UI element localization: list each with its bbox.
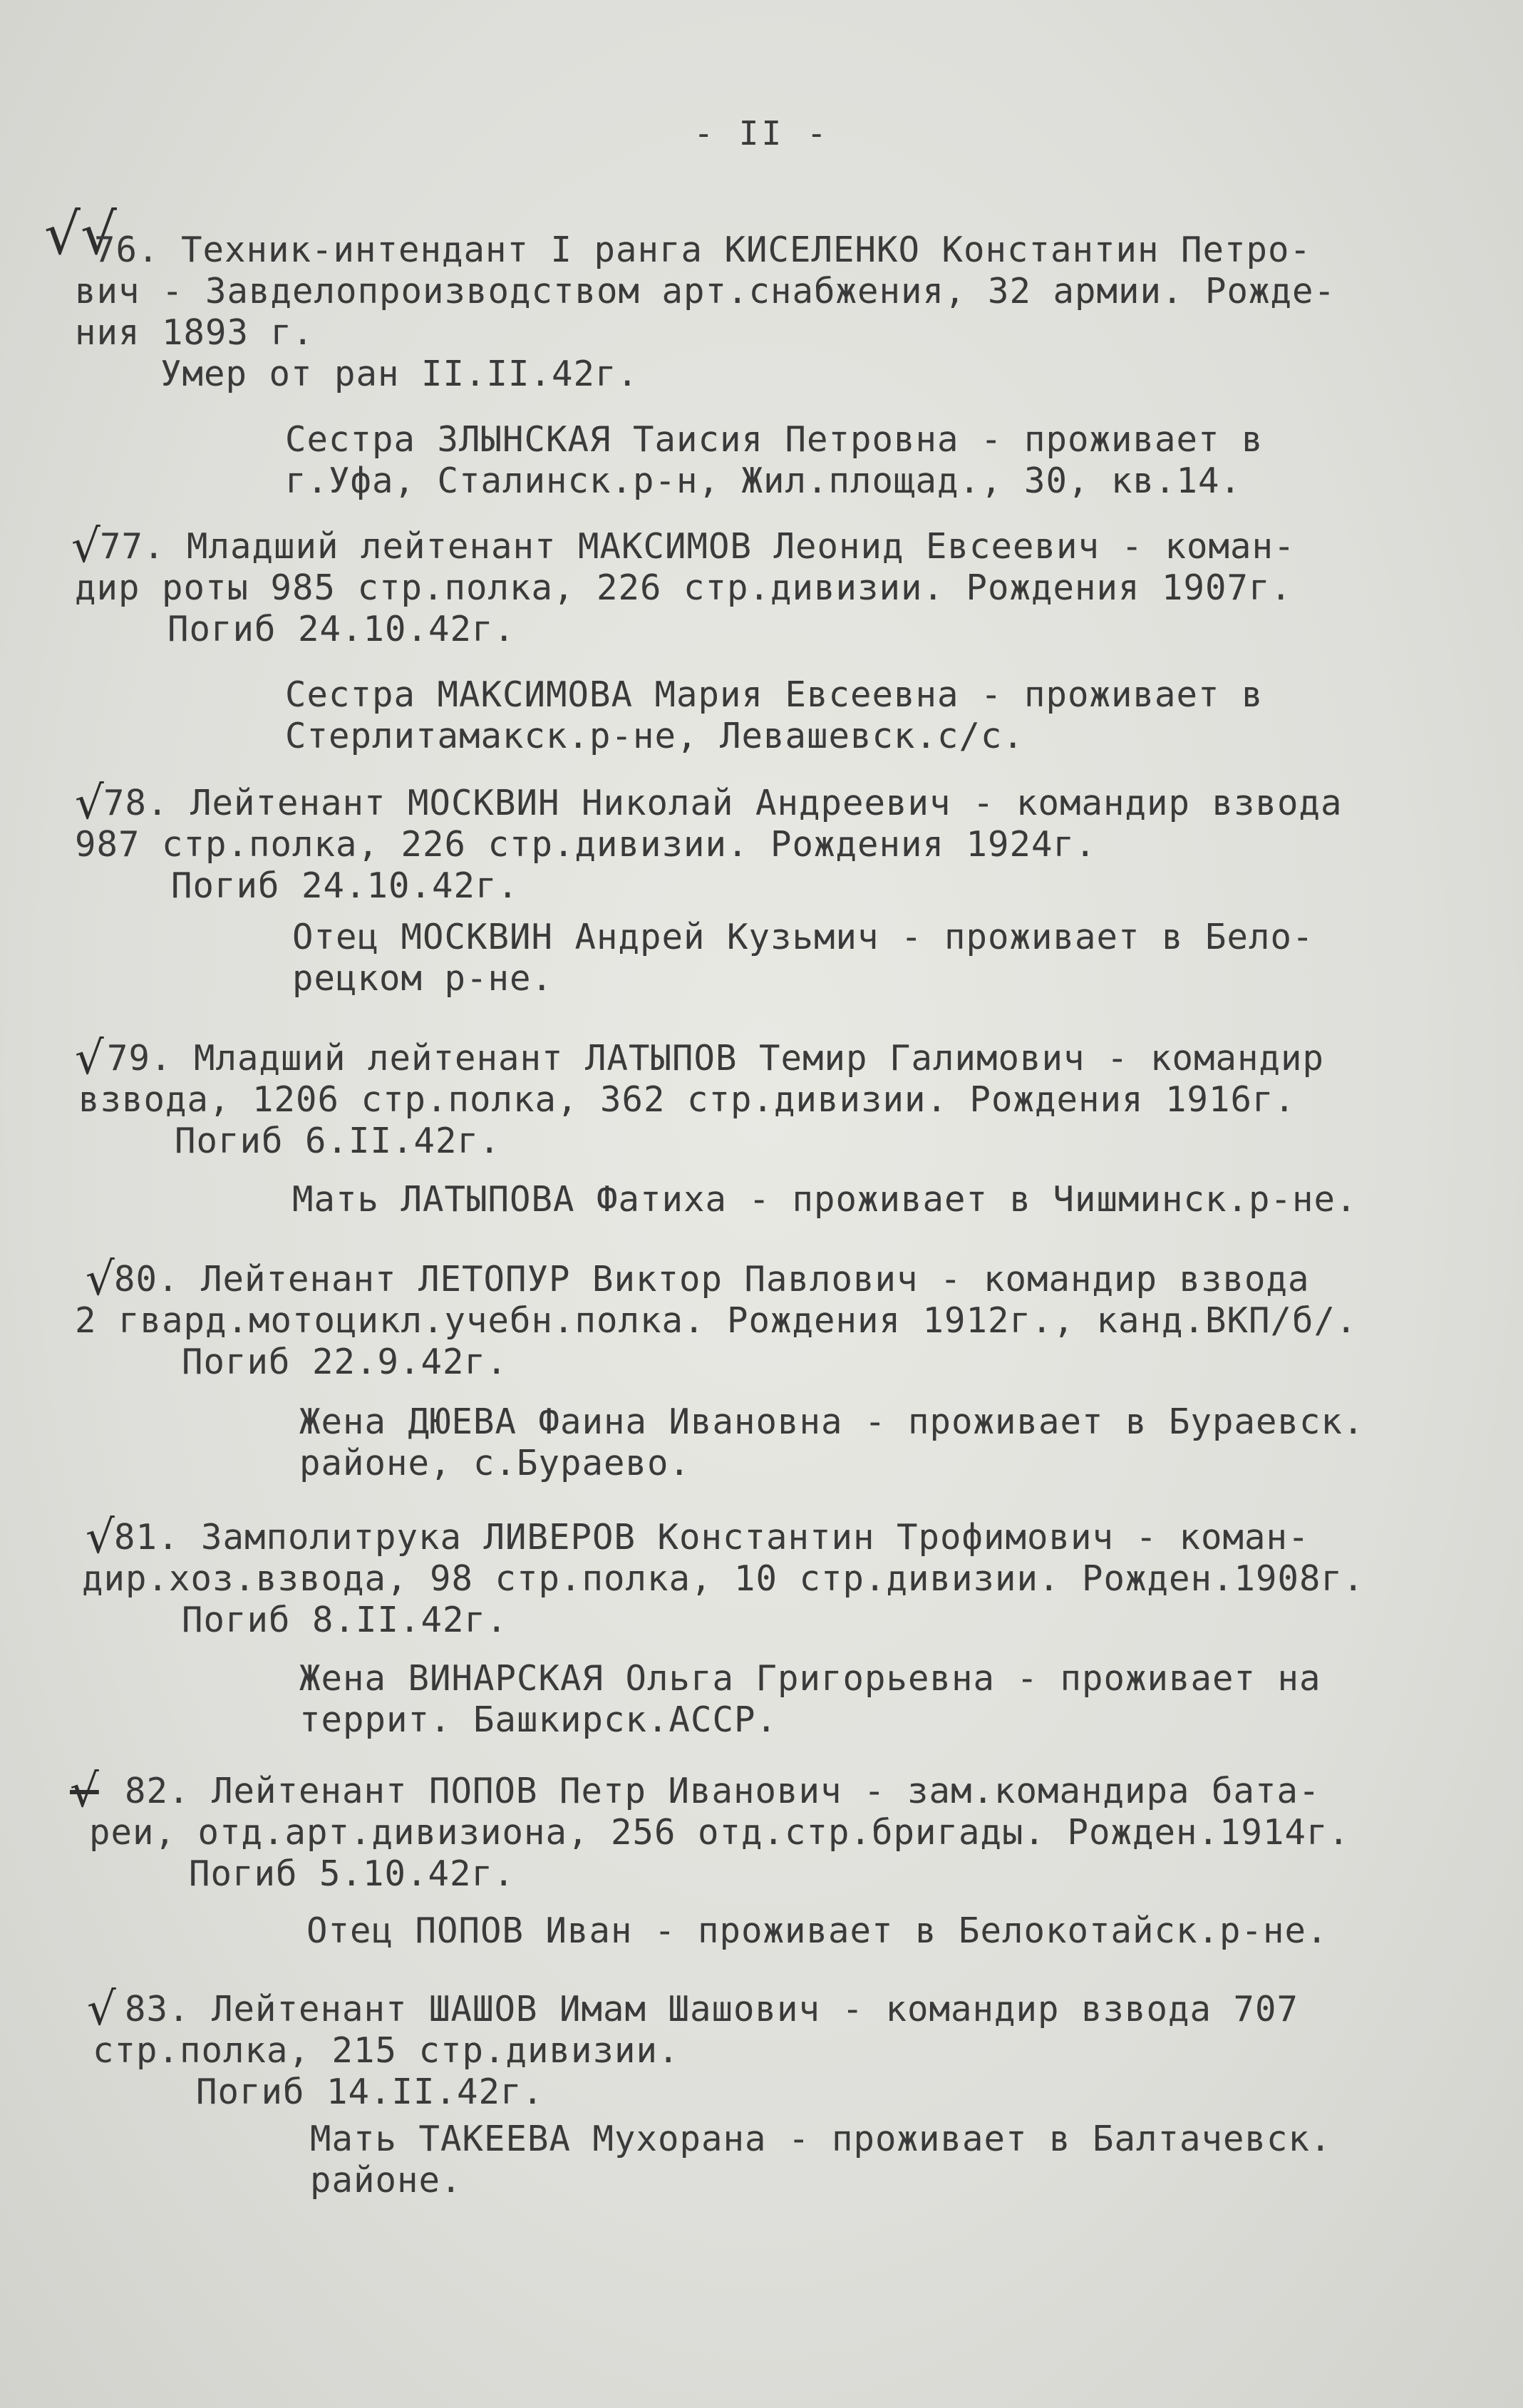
entry-line: 2 гвард.мотоцикл.учебн.полка. Рождения 1912г., канд.ВКП/б/. — [75, 1300, 1358, 1341]
entry-line: Жена ВИНАРСКАЯ Ольга Григорьевна - проживает на — [299, 1658, 1321, 1699]
entry-line: Отец МОСКВИН Андрей Кузьмич - проживает в Бело- — [292, 917, 1314, 957]
entry-line: г.Уфа, Сталинск.р-н, Жил.площад., 30, кв.14. — [285, 460, 1242, 501]
entry-line: Погиб 8.II.42г. — [182, 1600, 508, 1640]
page-number: - II - — [693, 114, 830, 153]
entry-line: Жена ДЮЕВА Фаина Ивановна - проживает в Бураевск. — [299, 1401, 1365, 1442]
entry-line: 82. Лейтенант ПОПОВ Петр Иванович - зам.командира бата- — [125, 1771, 1321, 1811]
entry-line: 81. Замполитрука ЛИВЕРОВ Константин Трофимович - коман- — [114, 1517, 1310, 1558]
entry-line: 79. Младший лейтенант ЛАТЫПОВ Темир Галимович - командир — [107, 1038, 1325, 1079]
entry-line: Погиб 22.9.42г. — [182, 1342, 508, 1382]
entry-line: дир роты 985 стр.полка, 226 стр.дивизии. Рождения 1907г. — [75, 567, 1293, 608]
entry-line: вич - Завделопроизводством арт.снабжения, 32 армии. Рожде- — [75, 271, 1336, 312]
entry-line: стр.полка, 215 стр.дивизии. — [93, 2030, 680, 2071]
entry-line: районе. — [310, 2160, 463, 2201]
entry-line: Погиб 24.10.42г. — [171, 865, 520, 906]
entry-line: 76. Техник-интендант I ранга КИСЕЛЕНКО Константин Петро- — [94, 230, 1312, 270]
checkmark-icon: √ — [75, 777, 104, 830]
entry-line: ния 1893 г. — [75, 312, 314, 353]
checkmark-icon: √√ — [44, 201, 117, 267]
entry-line: Отец ПОПОВ Иван - проживает в Белокотайск.р-не. — [306, 1910, 1328, 1951]
checkmark-icon: √ — [87, 1983, 116, 2036]
entry-line: дир.хоз.взвода, 98 стр.полка, 10 стр.дивизии. Рожден.1908г. — [82, 1558, 1365, 1599]
entry-line: Умер от ран II.II.42г. — [160, 354, 639, 394]
entry-line: 78. Лейтенант МОСКВИН Николай Андреевич - командир взвода — [103, 783, 1343, 823]
entry-line: Погиб 24.10.42г. — [167, 609, 516, 649]
checkmark-icon: √ — [75, 1032, 104, 1085]
entry-line: террит. Башкирск.АССР. — [299, 1699, 778, 1740]
checkmark-icon: √ — [86, 1253, 115, 1306]
entry-line: Стерлитамакск.р-не, Левашевск.с/с. — [285, 716, 1025, 756]
entry-line: районе, с.Бураево. — [299, 1443, 691, 1483]
entry-line: 80. Лейтенант ЛЕТОПУР Виктор Павлович - командир взвода — [114, 1259, 1310, 1300]
entry-line: реи, отд.арт.дивизиона, 256 отд.стр.бригады. Рожден.1914г. — [89, 1812, 1351, 1853]
checkmark-icon: √ — [71, 520, 100, 573]
entry-line: Мать ТАКЕЕВА Мухорана - проживает в Балтачевск. — [310, 2119, 1332, 2159]
entry-line: взвода, 1206 стр.полка, 362 стр.дивизии. Рождения 1916г. — [78, 1079, 1296, 1120]
entry-line: рецком р-не. — [292, 958, 554, 999]
entry-line: Сестра ЗЛЫНСКАЯ Таисия Петровна - проживает в — [285, 419, 1264, 460]
entry-line: Сестра МАКСИМОВА Мария Евсеевна - проживает в — [285, 674, 1264, 715]
entry-line: Погиб 14.II.42г. — [196, 2072, 544, 2112]
entry-line: Мать ЛАТЫПОВА Фатиха - проживает в Чишминск.р-не. — [292, 1179, 1358, 1220]
entry-line: Погиб 6.II.42г. — [175, 1121, 501, 1161]
checkmark-icon: √ — [70, 1765, 99, 1818]
entry-line: Погиб 5.10.42г. — [189, 1853, 515, 1894]
entry-line: 77. Младший лейтенант МАКСИМОВ Леонид Евсеевич - коман- — [100, 526, 1296, 567]
entry-line: 83. Лейтенант ШАШОВ Имам Шашович - командир взвода 707 — [125, 1989, 1299, 2029]
entry-line: 987 стр.полка, 226 стр.дивизии. Рождения 1924г. — [75, 824, 1097, 865]
checkmark-icon: √ — [86, 1511, 115, 1564]
